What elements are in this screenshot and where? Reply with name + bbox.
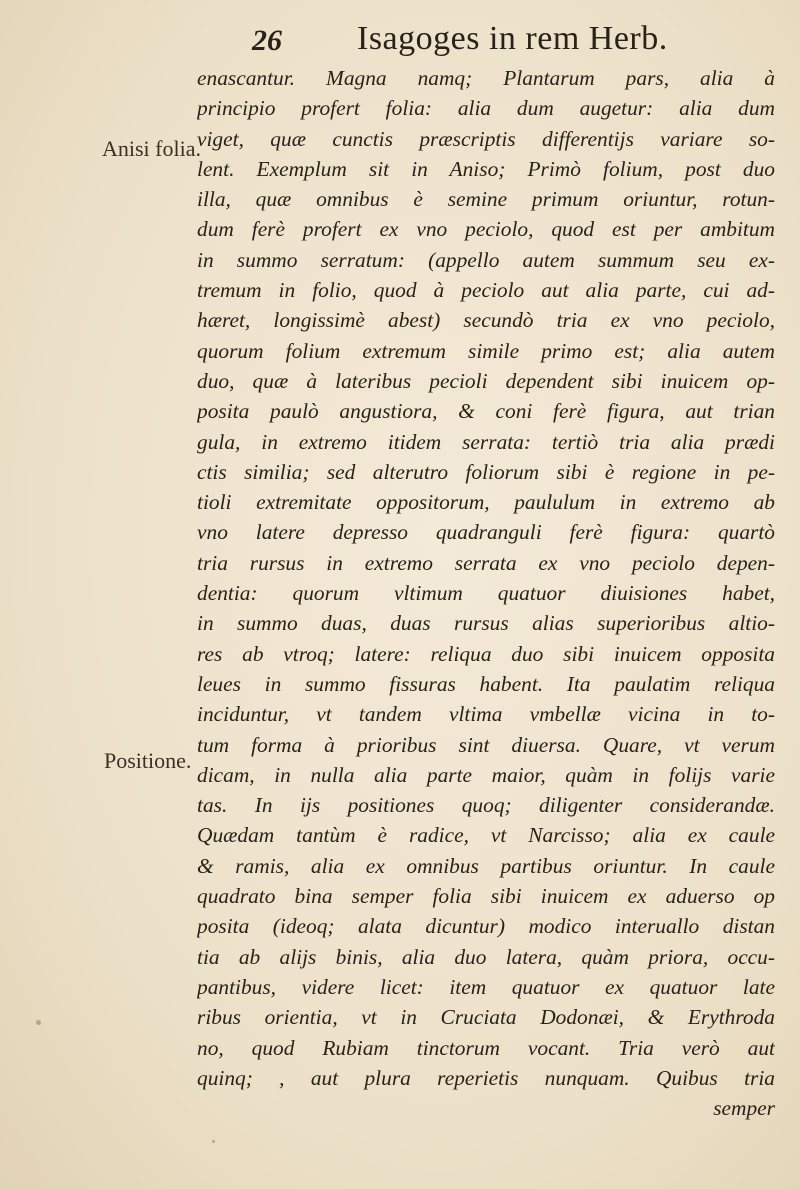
text-line: no, quod Rubiam tinctorum vocant. Tria verò aut	[197, 1035, 775, 1060]
paper-speck	[212, 1140, 215, 1143]
body-text	[197, 63, 775, 1123]
text-line: tria rursus in extremo serrata ex vno peciolo depen-	[197, 550, 775, 575]
text-line: tioli extremitate oppositorum, paululum in extremo ab	[197, 490, 775, 515]
running-head	[0, 14, 800, 64]
text-line: hæret, longissimè abest) secundò tria ex vno peciolo,	[197, 308, 775, 333]
text-line: res ab vtroq; latere: reliqua duo sibi inuicem opposita	[197, 641, 775, 666]
text-line: gula, in extremo itidem serrata: tertiò tria alia prædi	[197, 429, 775, 454]
catchword: semper	[713, 1096, 775, 1121]
text-line: tas. In ijs positiones quoq; diligenter considerandæ.	[197, 793, 775, 818]
text-line: dum ferè profert ex vno peciolo, quod est per ambitum	[197, 217, 775, 242]
text-line: inciduntur, vt tandem vltima vmbellæ vicina in to-	[197, 702, 775, 727]
text-line: tia ab alijs binis, alia duo latera, quàm priora, occu-	[197, 944, 775, 969]
text-line: posita (ideoq; alata dicuntur) modico interuallo distan	[197, 914, 775, 939]
text-line: Quædam tantùm è radice, vt Narcisso; alia ex caule	[197, 823, 775, 848]
text-line: duo, quæ à lateribus pecioli dependent sibi inuicem op-	[197, 368, 775, 393]
paper-speck	[36, 1020, 41, 1025]
text-line: pantibus, videre licet: item quatuor ex quatuor late	[197, 974, 775, 999]
text-line: illa, quæ omnibus è semine primum oriuntur, rotun-	[197, 187, 775, 212]
text-line: viget, quæ cunctis præscriptis differentijs variare so-	[197, 126, 775, 151]
text-line: enascantur. Magna namq; Plantarum pars, alia à	[197, 66, 775, 90]
text-line: ctis similia; sed alterutro foliorum sibi è regione in pe-	[197, 459, 775, 484]
marginal-note-positione: Positione.	[104, 748, 192, 773]
text-line: vno latere depresso quadranguli ferè figura: quartò	[197, 520, 775, 545]
text-line: quinq; , aut plura reperietis nunquam. Quibus tria	[197, 1065, 775, 1090]
text-line: & ramis, alia ex omnibus partibus oriuntur. In caule	[197, 853, 775, 878]
text-line: in summo serratum: (appello autem summum seu ex-	[197, 247, 775, 272]
running-title: Isagoges in rem Herb.	[357, 20, 668, 57]
text-line: tremum in folio, quod à peciolo aut alia parte, cui ad-	[197, 278, 775, 303]
text-line: quorum folium extremum simile primo est; alia autem	[197, 338, 775, 363]
text-line: quadrato bina semper folia sibi inuicem ex aduerso op	[197, 884, 775, 909]
text-line: leues in summo fissuras habent. Ita paulatim reliqua	[197, 671, 775, 696]
text-line: lent. Exemplum sit in Aniso; Primò folium, post duo	[197, 156, 775, 181]
marginal-note-anisi-folia: Anisi folia.	[102, 136, 201, 161]
text-line: dentia: quorum vltimum quatuor diuisiones habet,	[197, 581, 775, 606]
text-line: posita paulò angustiora, & coni ferè figura, aut trian	[197, 399, 775, 424]
text-line: principio profert folia: alia dum augetur: alia dum	[197, 96, 775, 121]
text-line: ribus orientia, vt in Cruciata Dodonæi, & Erythroda	[197, 1005, 775, 1030]
text-line: in summo duas, duas rursus alias superioribus altio-	[197, 611, 775, 636]
text-line: tum forma à prioribus sint diuersa. Quare, vt verum	[197, 732, 775, 757]
text-line: dicam, in nulla alia parte maior, quàm in folijs varie	[197, 762, 775, 787]
page-number: 26	[252, 24, 282, 57]
